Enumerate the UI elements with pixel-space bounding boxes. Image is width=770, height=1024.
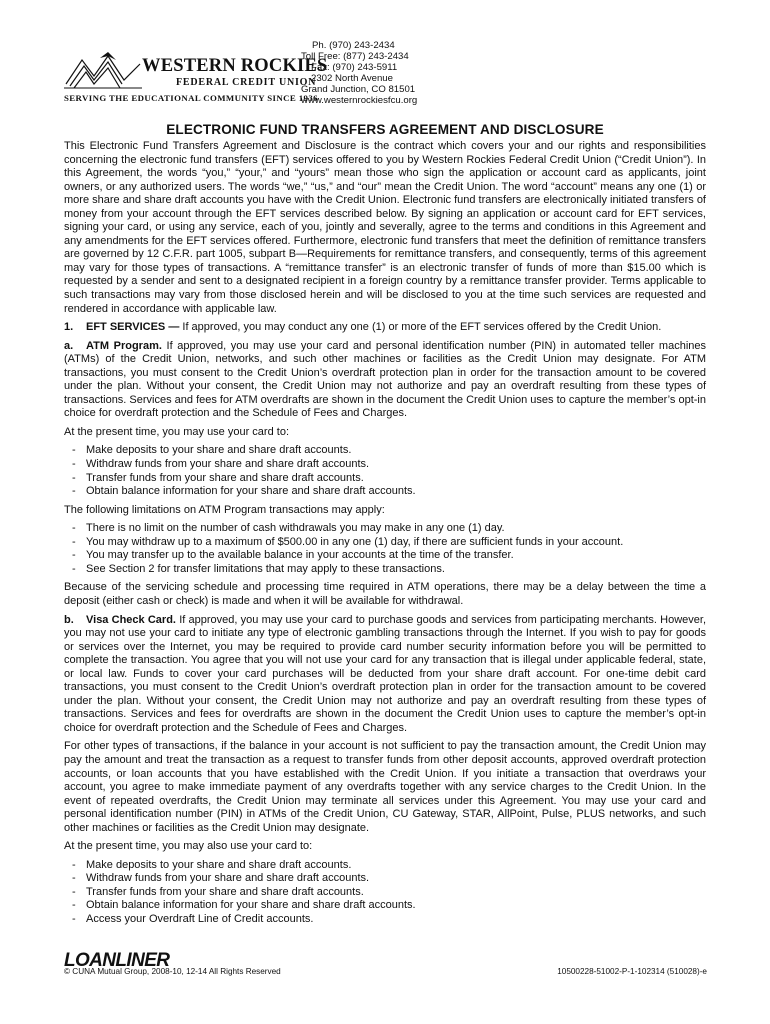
loanliner-logo-text: LOANLINER [64, 950, 170, 971]
subsection-text: If approved, you may use your card to purchase goods and services from participating merchants. However, you may not use your card to initiate any type of electronic gambling transactions through the Internet. If you wish to pay for goods or services over the Internet, you may be required to provide card number security information before you will be permitted to complete the transaction. You agree that you will not use your card for any transaction that is illegal under applicable federal, state, or local law. Funds to cover your card purchases will be deducted from your share draft account. For one-time debit card transactions, you must consent to the Credit Union’s overdraft protection plan in order for the transaction amount to be covered under the plan. Without your consent, the Credit Union may not authorize and pay an overdraft resulting from these types of transactions. Services and fees for overdrafts are shown in the document the Credit Union uses to capture the member’s opt-in choice for overdraft protection and the Schedule of Fees and Charges. [64, 613, 706, 734]
visa-uses-intro: At the present time, you may also use your card to: [64, 840, 313, 853]
contact-website[interactable]: www.westernrockiesfcu.org [301, 94, 418, 106]
document-title: ELECTRONIC FUND TRANSFERS AGREEMENT AND DISCLOSURE [166, 122, 604, 137]
contact-fax: Fax: (970) 243-5911 [311, 61, 398, 73]
visa-other-transactions-paragraph: For other types of transactions, if the balance in your account is not sufficient to pay the transaction amount, the Credit Union may pay the amount and treat the transaction as a request to transfer funds from other deposit accounts, approved overdraft protection accounts, or loan accounts that you have established with the Credit Union. If you initiate a transaction that overdraws your account, you agree to make immediate payment of any overdrafts together with any service charges to the Credit Union. In the event of repeated overdrafts, the Credit Union may terminate all services under this Agreement. You may use your card and personal identification number (PIN) in ATMs of the Credit Union, CU Gateway, STAR, AllPoint, Pulse, PLUS networks, and such other machines or facilities as the Credit Union may designate. [64, 740, 706, 834]
list-item: - Withdraw funds from your share and share draft accounts. [64, 872, 706, 886]
subsection-letter: b. [64, 613, 74, 626]
section-number: 1. [64, 321, 74, 334]
visa-check-card-paragraph [64, 614, 706, 736]
atm-limits-list [64, 522, 706, 576]
subsection-text: If approved, you may use your card and personal identification number (PIN) in automated teller machines (ATMs) of the Credit Union, networks, and such other machines or facilities as the Credit Union may designate. For ATM transactions, you must consent to the Credit Union’s overdraft protection plan in order for the transaction amount to be covered under the plan. Without your consent, the Credit Union may not authorize and pay an overdraft resulting from these types of transactions. Services and fees for ATM overdrafts are shown in the document the Credit Union uses to capture the member’s opt-in choice for overdraft protection and the Schedule of Fees and Charges. [64, 339, 706, 420]
list-item: - Withdraw funds from your share and share draft accounts. [64, 458, 706, 472]
form-code: 10500228-51002-P-1-102314 (510028)-e [557, 967, 707, 976]
list-item: - Transfer funds from your share and share draft accounts. [64, 472, 706, 486]
atm-limits-intro: The following limitations on ATM Program transactions may apply: [64, 503, 385, 516]
list-item: - See Section 2 for transfer limitations that may apply to these transactions. [64, 563, 706, 577]
contact-block [301, 41, 417, 106]
document-body [64, 140, 706, 932]
contact-phone: Ph. (970) 243-2434 [312, 40, 395, 51]
contact-city: Grand Junction, CO 81501 [301, 83, 416, 95]
contact-street: 2302 North Avenue [311, 72, 393, 84]
list-item: - Obtain balance information for your share and share draft accounts. [64, 485, 706, 499]
subsection-title: Visa Check Card. [86, 613, 176, 626]
atm-uses-intro: At the present time, you may use your card to: [64, 425, 289, 438]
intro-paragraph: This Electronic Fund Transfers Agreement and Disclosure is the contract which covers your and our rights and responsibilities concerning the electronic fund transfers (EFT) services offered to you by Western Rockies Federal Credit Union (“Credit Union”). In this Agreement, the words “you,” “your,” and “yours” mean those who sign the application or account card as applicants, joint owners, or any authorized users. The words “we,” “us,” and “our” mean the Credit Union. The word “account” means any one (1) or more share and share draft accounts you have with the Credit Union. Electronic fund transfers are electronically initiated transfers of money from your account through the EFT services described below. By signing an application or account card for EFT services, signing your card, or using any service, each of you, jointly and severally, agree to the terms and conditions in this Agreement and any amendments for the EFT services offered. Furthermore, electronic fund transfers that meet the definition of remittance transfers are governed by 12 C.F.R. part 1005, subpart B—Requirements for remittance transfers, and consequently, terms of this agreement may vary for those types of transactions. A “remittance transfer” is an electronic transfer of funds of more than $15.00 which is requested by a sender and sent to a designated recipient in a foreign country by a remittance transfer provider. Terms applicable to such transactions may vary from those disclosed herein and will be disclosed to you at the time such services are requested and rendered in accordance with applicable law. [64, 140, 706, 315]
list-item: - You may withdraw up to a maximum of $500.00 in any one (1) day, if there are sufficient funds in your account. [64, 536, 706, 550]
subsection-letter: a. [64, 339, 74, 352]
brand-subtitle: FEDERAL CREDIT UNION [176, 77, 317, 88]
mountain-logo-icon [64, 50, 144, 90]
visa-uses-list [64, 859, 706, 927]
subsection-title: ATM Program. [86, 339, 162, 352]
brand-tagline: SERVING THE EDUCATIONAL COMMUNITY SINCE 1936 [64, 93, 318, 103]
contact-toll-free: Toll Free: (877) 243-2434 [301, 50, 409, 62]
credit-union-logo [64, 50, 328, 108]
atm-uses-list [64, 444, 706, 498]
list-item: - Obtain balance information for your share and share draft accounts. [64, 899, 706, 913]
list-item: - Access your Overdraft Line of Credit accounts. [64, 913, 706, 927]
atm-program-paragraph [64, 340, 706, 421]
section-title: EFT SERVICES — [86, 321, 180, 334]
list-item: - There is no limit on the number of cash withdrawals you may make in any one (1) day. [64, 522, 706, 536]
list-item: - Make deposits to your share and share draft accounts. [64, 859, 706, 873]
section-text: If approved, you may conduct any one (1) or more of the EFT services offered by the Credit Union. [179, 321, 662, 334]
section-1-heading [64, 321, 706, 335]
list-item: - Transfer funds from your share and share draft accounts. [64, 886, 706, 900]
copyright-notice: © CUNA Mutual Group, 2008-10, 12-14 All Rights Reserved [64, 967, 281, 976]
brand-name: WESTERN ROCKIES [142, 56, 328, 76]
atm-delay-paragraph: Because of the servicing schedule and processing time required in ATM operations, there may be a delay between the time a deposit (either cash or check) is made and when it will be available for withdrawal. [64, 581, 706, 607]
list-item: - You may transfer up to the available balance in your accounts at the time of the transfer. [64, 549, 706, 563]
list-item: - Make deposits to your share and share draft accounts. [64, 444, 706, 458]
